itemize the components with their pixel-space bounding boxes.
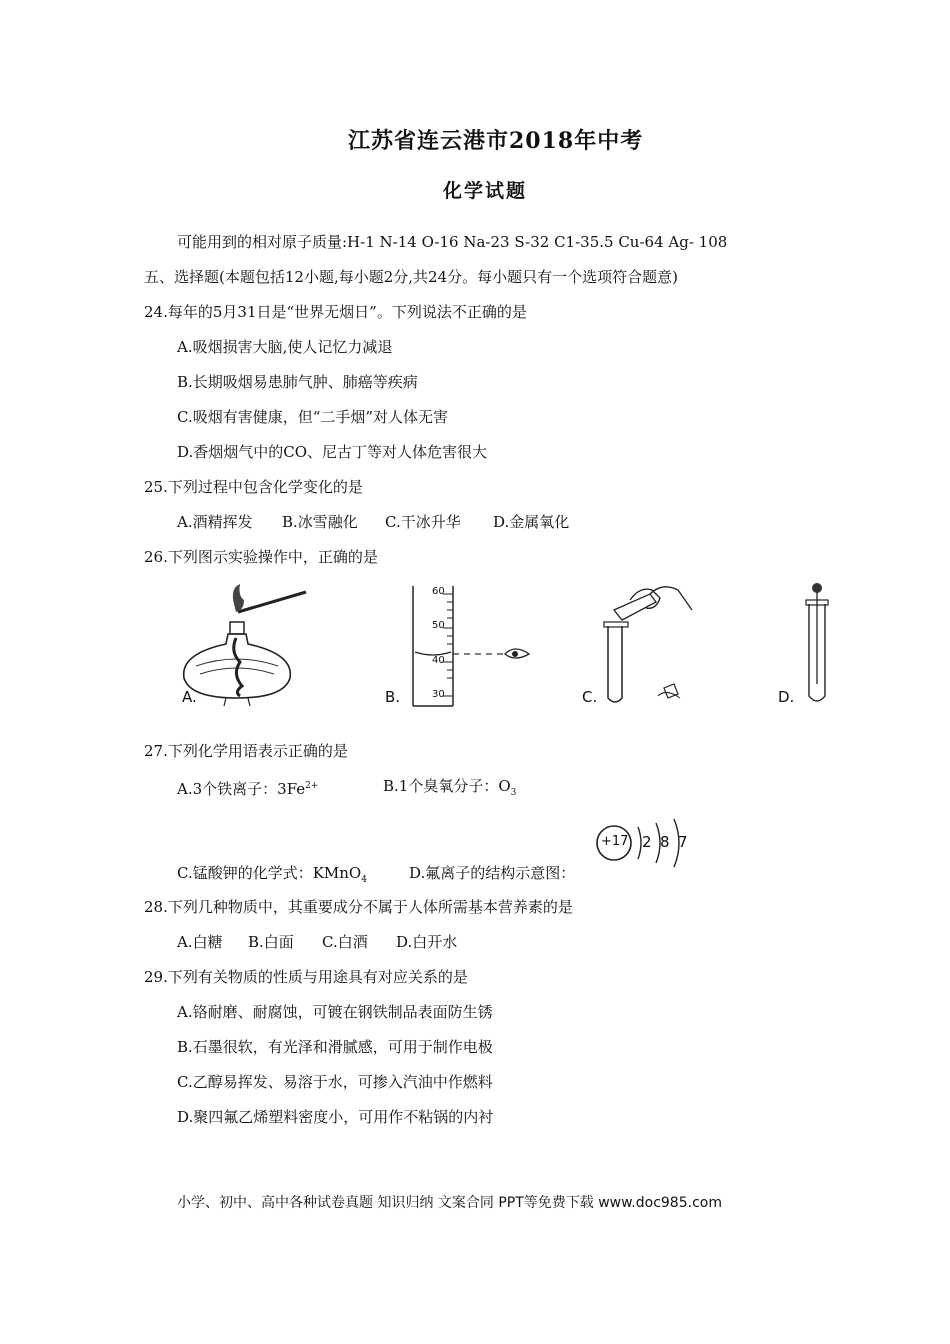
atom-shell-1: 2 <box>642 833 652 851</box>
figure-alcohol-lamp <box>178 582 318 712</box>
q27-option-c <box>177 863 367 890</box>
q28-option-a: A.白糖 <box>177 933 223 951</box>
q29-option-c: C.乙醇易挥发、易溶于水，可掺入汽油中作燃料 <box>177 1073 493 1091</box>
page-subtitle: 化学试题 <box>443 180 528 202</box>
figure-graduated-cylinder <box>395 582 555 712</box>
q27-option-a <box>177 776 318 799</box>
footer-text: 小学、初中、高中各种试卷真题 知识归纳 文案合同 PPT等免费下载 www.doc985.com <box>177 1195 722 1211</box>
q25-option-c: C.干冰升华 <box>385 513 461 531</box>
q27-option-b-text: B.1个臭氧分子：O <box>383 777 511 795</box>
cylinder-tick-50: 50 <box>432 620 445 631</box>
q27-option-c-text: C.锰酸钾的化学式：KMnO <box>177 864 362 882</box>
atom-nucleus-charge: +17 <box>601 834 629 849</box>
q28-stem: 28.下列几种物质中，其重要成分不属于人体所需基本营养素的是 <box>144 898 573 916</box>
figure-b-label: B. <box>385 688 401 706</box>
atom-shell-3: 7 <box>678 833 688 851</box>
q24-option-d: D.香烟烟气中的CO、尼古丁等对人体危害很大 <box>177 443 488 461</box>
q27-option-a-charge: 2+ <box>305 781 319 791</box>
q24-stem: 24.每年的5月31日是“世界无烟日”。下列说法不正确的是 <box>144 303 527 321</box>
q29-option-b: B.石墨很软，有光泽和滑腻感，可用于制作电极 <box>177 1038 493 1056</box>
q29-stem: 29.下列有关物质的性质与用途具有对应关系的是 <box>144 968 468 986</box>
q27-option-b <box>383 776 516 803</box>
figure-c-label: C. <box>582 688 598 706</box>
q25-option-d: D.金属氧化 <box>493 513 570 531</box>
q24-option-b: B.长期吸烟易患肺气肿、肺癌等疾病 <box>177 373 418 391</box>
atomic-masses: 可能用到的相对原子质量:H-1 N-14 O-16 Na-23 S-32 C1-35.5 Cu-64 Ag- 108 <box>177 233 728 251</box>
q29-option-a: A.铬耐磨、耐腐蚀，可镀在钢铁制品表面防生锈 <box>177 1003 493 1021</box>
q24-option-c: C.吸烟有害健康，但“二手烟”对人体无害 <box>177 408 449 426</box>
figure-test-tube-solid <box>600 580 720 710</box>
q27-option-b-subscript: 3 <box>510 788 517 798</box>
q28-option-b: B.白面 <box>248 933 294 951</box>
q29-option-d: D.聚四氟乙烯塑料密度小，可用作不粘锅的内衬 <box>177 1108 494 1126</box>
cylinder-tick-30: 30 <box>432 689 445 700</box>
q28-option-c: C.白酒 <box>322 933 368 951</box>
cylinder-tick-60: 60 <box>432 586 445 597</box>
page-title: 江苏省连云港市2018年中考 <box>348 128 644 154</box>
cylinder-tick-40: 40 <box>432 655 445 666</box>
q25-stem: 25.下列过程中包含化学变化的是 <box>144 478 363 496</box>
q27-option-d: D.氟离子的结构示意图： <box>409 864 576 882</box>
q25-option-b: B.冰雪融化 <box>282 513 358 531</box>
q27-option-a-text: A.3个铁离子：3Fe <box>177 780 306 798</box>
atom-shell-2: 8 <box>660 833 670 851</box>
figure-dropper-tube <box>800 580 840 710</box>
figure-a-label: A. <box>182 688 197 706</box>
q24-option-a: A.吸烟损害大脑,使人记忆力减退 <box>177 338 393 356</box>
figure-d-label: D. <box>778 688 795 706</box>
q28-option-d: D.白开水 <box>396 933 458 951</box>
q27-option-c-subscript: 4 <box>361 875 367 885</box>
q26-stem: 26.下列图示实验操作中，正确的是 <box>144 548 378 566</box>
q27-stem: 27.下列化学用语表示正确的是 <box>144 742 348 760</box>
section-heading: 五、选择题(本题包括12小题,每小题2分,共24分。每小题只有一个选项符合题意) <box>144 268 678 286</box>
q25-option-a: A.酒精挥发 <box>177 513 253 531</box>
